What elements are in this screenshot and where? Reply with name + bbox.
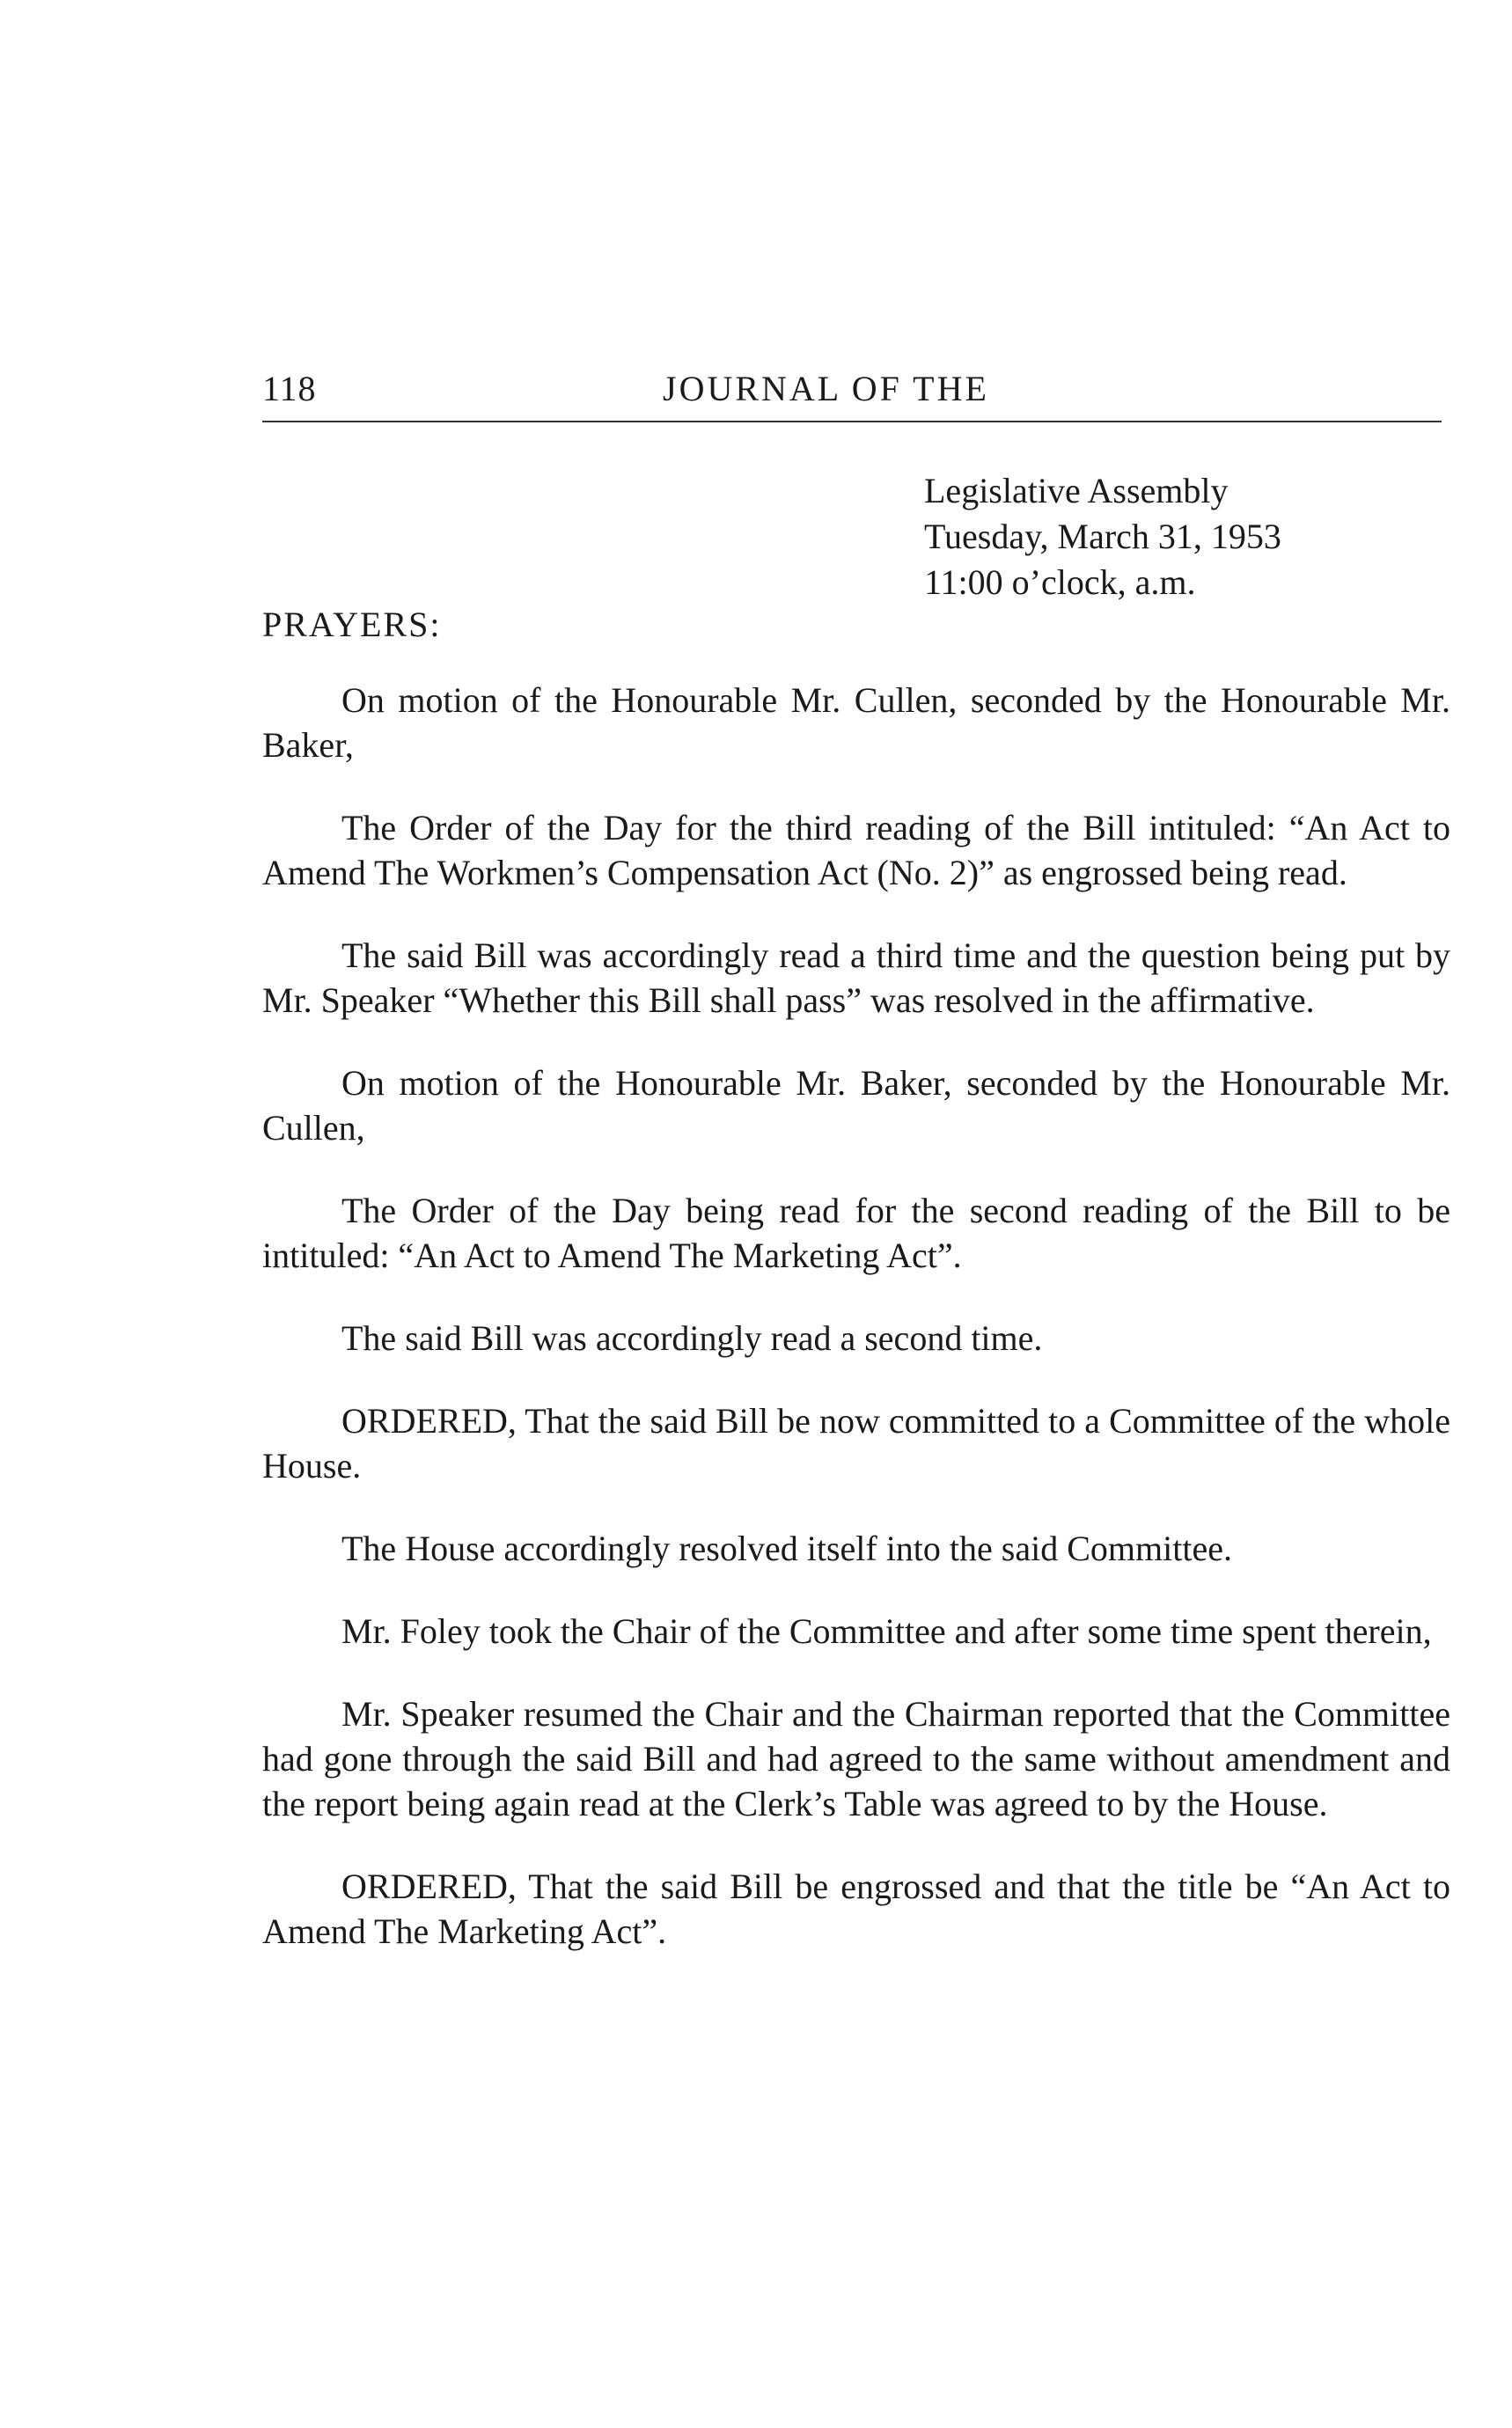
session-time: 11:00 o’clock, a.m. xyxy=(924,562,1196,602)
header-rule xyxy=(262,421,1442,422)
prayers-heading: PRAYERS: xyxy=(262,605,442,644)
page-number: 118 xyxy=(262,369,317,408)
paragraph: The Order of the Day for the third reading of the Bill intituled: “An Act to Amend The Workmen’s Compensation Act (No. 2)” as engrossed being read. xyxy=(262,808,1450,892)
paragraph: The said Bill was accordingly read a second time. xyxy=(341,1318,1043,1358)
paragraph: ORDERED, That the said Bill be engrossed and that the title be “An Act to Amend The Marketing Act”. xyxy=(262,1867,1450,1951)
proceedings-text xyxy=(262,678,1450,1992)
session-info xyxy=(924,468,1281,605)
paragraph: Mr. Speaker resumed the Chair and the Chairman reported that the Committee had gone through the said Bill and had agreed to the same without amendment and the report being again read at the Clerk’s Table was agreed to by the House. xyxy=(262,1694,1450,1823)
paragraph: The House accordingly resolved itself into the said Committee. xyxy=(341,1529,1232,1568)
session-body: Legislative Assembly xyxy=(924,471,1229,510)
paragraph: The Order of the Day being read for the second reading of the Bill to be intituled: “An Act to Amend The Marketing Act”. xyxy=(262,1191,1450,1275)
session-date: Tuesday, March 31, 1953 xyxy=(924,517,1281,556)
running-title: JOURNAL OF THE xyxy=(663,369,989,408)
page-header xyxy=(262,368,1442,421)
paragraph: On motion of the Honourable Mr. Cullen, seconded by the Honourable Mr. Baker, xyxy=(262,680,1450,765)
paragraph: On motion of the Honourable Mr. Baker, seconded by the Honourable Mr. Cullen, xyxy=(262,1063,1450,1148)
paragraph: The said Bill was accordingly read a third time and the question being put by Mr. Speaker “Whether this Bill shall pass” was resolved in the affirmative. xyxy=(262,935,1450,1020)
paragraph: Mr. Foley took the Chair of the Committee and after some time spent therein, xyxy=(341,1611,1432,1651)
paragraph: ORDERED, That the said Bill be now committed to a Committee of the whole House. xyxy=(262,1401,1450,1485)
